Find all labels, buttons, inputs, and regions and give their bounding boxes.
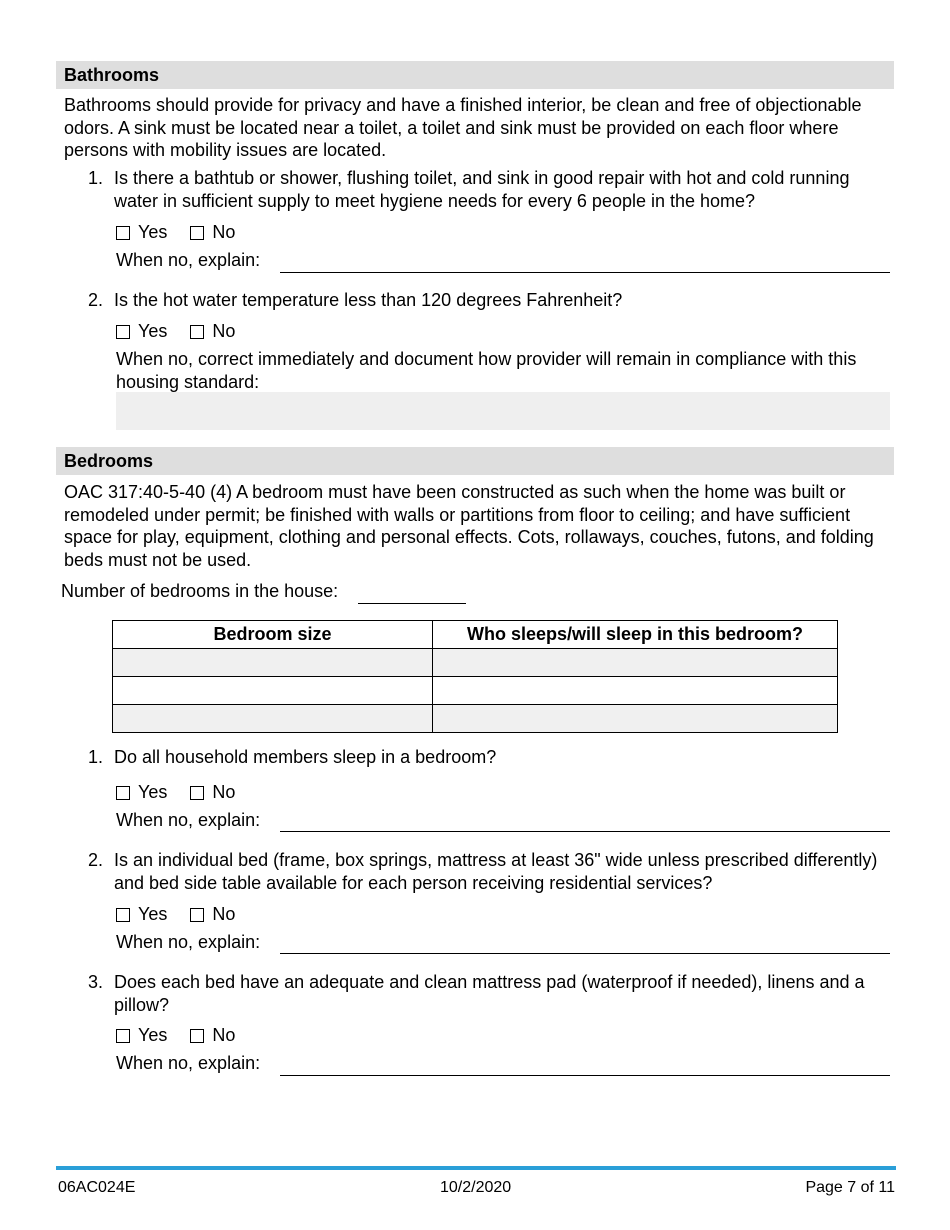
bedroom-count-field[interactable] bbox=[358, 603, 466, 604]
yes-label: Yes bbox=[138, 1025, 168, 1045]
no-label: No bbox=[212, 782, 236, 802]
no-checkbox[interactable] bbox=[190, 786, 204, 800]
question-text: Is an individual bed (frame, box springs, mattress at least 36" wide unless prescribed differently) and bed side table available for each person receiving residential services? bbox=[114, 850, 878, 893]
question-number: 1. bbox=[88, 747, 104, 767]
bedrooms-intro: OAC 317:40-5-40 (4) A bedroom must have been constructed as such when the home was built or remodeled under permit; be finished with walls or partitions from floor to ceiling; and have sufficient space for play, equipment, clothing and personal effects. Cots, rollaways, couches, futons, and folding beds must not be used. bbox=[64, 482, 874, 570]
no-label: No bbox=[212, 321, 236, 341]
yes-checkbox[interactable] bbox=[116, 786, 130, 800]
table-header-row bbox=[113, 621, 838, 649]
question-number: 1. bbox=[88, 168, 104, 188]
bedroom-size-cell[interactable] bbox=[113, 705, 433, 733]
bedroom-table bbox=[112, 620, 838, 733]
bathrooms-intro: Bathrooms should provide for privacy and have a finished interior, be clean and free of objectionable odors. A sink must be located near a toilet, a toilet and sink must be provided on each floor where persons with mobility issues are located. bbox=[64, 95, 862, 160]
question-number: 2. bbox=[88, 850, 104, 870]
yes-label: Yes bbox=[138, 904, 168, 924]
section-header-bathrooms: Bathrooms bbox=[56, 61, 894, 89]
bedrooms-q3-options bbox=[116, 1024, 235, 1046]
table-row bbox=[113, 649, 838, 677]
question-text: Do all household members sleep in a bedroom? bbox=[114, 747, 497, 767]
question-number: 3. bbox=[88, 972, 104, 992]
bathrooms-q1-options bbox=[116, 221, 235, 243]
footer-page-number: Page 7 of 11 bbox=[805, 1179, 895, 1196]
who-sleeps-cell[interactable] bbox=[433, 705, 838, 733]
no-checkbox[interactable] bbox=[190, 1029, 204, 1043]
question-number: 2. bbox=[88, 290, 104, 310]
no-label: No bbox=[212, 222, 236, 242]
no-label: No bbox=[212, 904, 236, 924]
who-sleeps-cell[interactable] bbox=[433, 677, 838, 705]
no-checkbox[interactable] bbox=[190, 325, 204, 339]
yes-checkbox[interactable] bbox=[116, 1029, 130, 1043]
section-header-bedrooms: Bedrooms bbox=[56, 447, 894, 475]
bathrooms-q2-explain-field[interactable] bbox=[116, 392, 890, 430]
question-text: Does each bed have an adequate and clean mattress pad (waterproof if needed), linens and a pillow? bbox=[114, 972, 865, 1015]
bedrooms-q2-options bbox=[116, 903, 235, 925]
yes-label: Yes bbox=[138, 222, 168, 242]
question-text: Is the hot water temperature less than 120 degrees Fahrenheit? bbox=[114, 290, 623, 310]
yes-checkbox[interactable] bbox=[116, 325, 130, 339]
table-row bbox=[113, 705, 838, 733]
bedrooms-q3-explain-field[interactable] bbox=[280, 1075, 890, 1076]
yes-label: Yes bbox=[138, 782, 168, 802]
explain-label: When no, explain: bbox=[116, 810, 261, 830]
bedroom-size-cell[interactable] bbox=[113, 649, 433, 677]
no-label: No bbox=[212, 1025, 236, 1045]
bedrooms-q2-explain-field[interactable] bbox=[280, 953, 890, 954]
bathrooms-q1-explain-field[interactable] bbox=[280, 272, 890, 273]
who-sleeps-cell[interactable] bbox=[433, 649, 838, 677]
no-checkbox[interactable] bbox=[190, 908, 204, 922]
yes-checkbox[interactable] bbox=[116, 908, 130, 922]
explain-label: When no, explain: bbox=[116, 932, 261, 952]
explain-label: When no, explain: bbox=[116, 250, 261, 270]
yes-checkbox[interactable] bbox=[116, 226, 130, 240]
table-row bbox=[113, 677, 838, 705]
column-header-bedroom-size: Bedroom size bbox=[113, 621, 433, 649]
bedrooms-q1-options bbox=[116, 781, 235, 803]
bedroom-size-cell[interactable] bbox=[113, 677, 433, 705]
column-header-who-sleeps: Who sleeps/will sleep in this bedroom? bbox=[433, 621, 838, 649]
yes-label: Yes bbox=[138, 321, 168, 341]
explain-label: When no, explain: bbox=[116, 1053, 261, 1073]
footer-date: 10/2/2020 bbox=[440, 1179, 512, 1196]
bathrooms-q2-options bbox=[116, 320, 235, 342]
question-text: Is there a bathtub or shower, flushing toilet, and sink in good repair with hot and cold running water in sufficient supply to meet hygiene needs for every 6 people in the home? bbox=[114, 168, 850, 211]
bedrooms-q1-explain-field[interactable] bbox=[280, 831, 890, 832]
explain-label: When no, correct immediately and document how provider will remain in compliance with this housing standard: bbox=[116, 349, 857, 392]
footer-form-id: 06AC024E bbox=[58, 1179, 136, 1196]
bedroom-count-label: Number of bedrooms in the house: bbox=[61, 581, 339, 601]
no-checkbox[interactable] bbox=[190, 226, 204, 240]
footer-rule bbox=[56, 1166, 896, 1170]
